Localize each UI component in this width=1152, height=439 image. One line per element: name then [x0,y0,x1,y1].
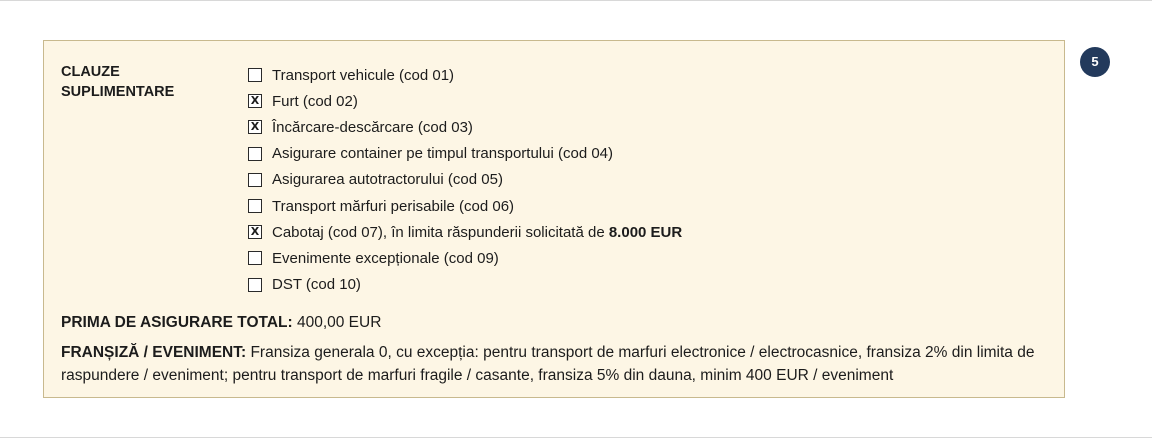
checkbox[interactable] [248,225,262,239]
top-divider [0,0,1152,1]
checkbox[interactable] [248,278,262,292]
franchise-text: Fransiza generala 0, cu excepția: pentru transport de marfuri electronice / electrocasnice, fransiza 2% din limita de raspundere / eveniment; pentru transport de marfuri fragile / casante, fransiza 5% din dauna, minim 400 EUR / eveniment [61,344,1035,384]
clause-label [272,224,682,241]
clause-label: Evenimente excepționale (cod 09) [272,249,499,267]
checkbox-mark: X [250,225,260,239]
checkbox-mark [249,69,261,81]
clause-item [248,141,682,167]
clause-label: Furt (cod 02) [272,92,358,110]
checkbox[interactable] [248,199,262,213]
clause-item [248,245,682,271]
clause-label: Încărcare-descărcare (cod 03) [272,118,473,136]
section-label-line2: SUPLIMENTARE [61,84,175,100]
bottom-divider [0,437,1152,438]
checkbox[interactable] [248,173,262,187]
clause-label: DST (cod 10) [272,276,361,294]
clause-item [248,114,682,140]
franchise-per-event [61,341,1051,387]
clause-item [248,62,682,88]
franchise-label: FRANȘIZĂ / EVENIMENT: [61,344,247,361]
clause-item [248,272,682,298]
clause-list [248,62,682,298]
clause-label: Asigurare container pe timpul transportului (cod 04) [272,145,614,163]
checkbox-mark [249,200,261,212]
checkbox[interactable] [248,68,262,82]
clause-label: Transport vehicule (cod 01) [272,66,455,84]
checkbox-mark [249,174,261,186]
checkbox-mark [249,148,261,160]
total-premium-value: 400,00 EUR [296,314,382,331]
clause-item [248,167,682,193]
additional-clauses-panel [43,40,1065,398]
clause-label: Asigurarea autotractorului (cod 05) [272,171,503,189]
checkbox-mark: X [250,94,260,108]
checkbox[interactable] [248,120,262,134]
clause-item [248,193,682,219]
section-label-line1: CLAUZE [61,64,120,80]
clause-label-text: Cabotaj (cod 07), în limita răspunderii solicitată de [272,223,609,241]
checkbox[interactable] [248,251,262,265]
clause-label: Transport mărfuri perisabile (cod 06) [272,197,515,215]
total-premium-label: PRIMA DE ASIGURARE TOTAL: [61,314,293,331]
total-premium [61,312,381,334]
checkbox-mark [249,252,261,264]
clause-item [248,219,682,245]
clause-item [248,88,682,114]
checkbox-mark [249,279,261,291]
checkbox[interactable] [248,94,262,108]
checkbox[interactable] [248,147,262,161]
liability-limit-amount: 8.000 EUR [608,223,683,241]
section-label [61,62,211,102]
step-number-badge: 5 [1080,47,1110,77]
checkbox-mark: X [250,120,260,134]
